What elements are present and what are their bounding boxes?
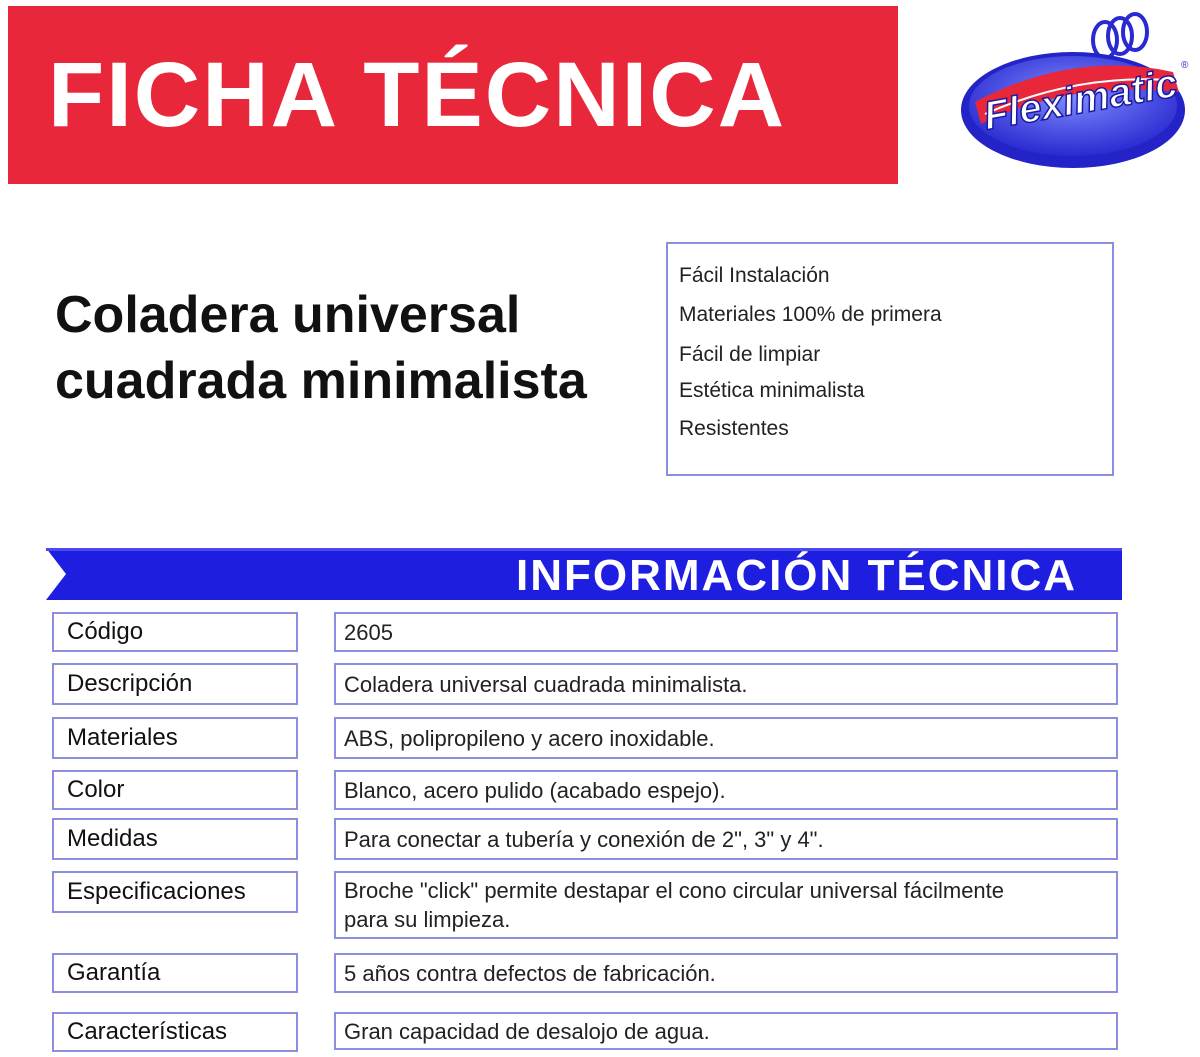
logo-registered: ® [1181, 60, 1189, 71]
spec-label: Medidas [52, 818, 298, 860]
spec-label: Garantía [52, 953, 298, 993]
info-section-banner [46, 548, 1122, 600]
feature-item: Fácil de limpiar [679, 343, 821, 366]
feature-item: Fácil Instalación [679, 264, 830, 287]
product-title-line-1: Coladera universal [55, 286, 521, 344]
features-box [666, 242, 1114, 476]
fleximatic-logo [955, 10, 1195, 170]
spec-value: 2605 [334, 612, 1118, 652]
spec-value [334, 871, 1118, 939]
feature-item: Materiales 100% de primera [679, 303, 942, 326]
spec-value: Para conectar a tubería y conexión de 2", 3" y 4". [334, 818, 1118, 860]
spec-label: Especificaciones [52, 871, 298, 913]
spec-value: 5 años contra defectos de fabricación. [334, 953, 1118, 993]
spec-label: Características [52, 1012, 298, 1052]
spec-value: Blanco, acero pulido (acabado espejo). [334, 770, 1118, 810]
product-title-line-2: cuadrada minimalista [55, 352, 587, 410]
header-banner [8, 6, 898, 184]
spec-label: Color [52, 770, 298, 810]
spec-value-line-2: para su limpieza. [344, 907, 511, 932]
logo-text: Fleximatic [980, 61, 1181, 139]
spec-value: Coladera universal cuadrada minimalista. [334, 663, 1118, 705]
feature-item: Resistentes [679, 417, 789, 440]
spec-label: Código [52, 612, 298, 652]
spec-value-line-1: Broche "click" permite destapar el cono circular universal fácilmente [344, 878, 1005, 903]
spec-value: Gran capacidad de desalojo de agua. [334, 1012, 1118, 1050]
spec-label: Descripción [52, 663, 298, 705]
product-title [55, 282, 655, 414]
info-section-title: INFORMACIÓN TÉCNICA [516, 551, 1078, 600]
page-title: FICHA TÉCNICA [48, 44, 787, 146]
logo-rings-icon [1093, 14, 1147, 58]
feature-item: Estética minimalista [679, 379, 865, 402]
spec-value: ABS, polipropileno y acero inoxidable. [334, 717, 1118, 759]
spec-label: Materiales [52, 717, 298, 759]
